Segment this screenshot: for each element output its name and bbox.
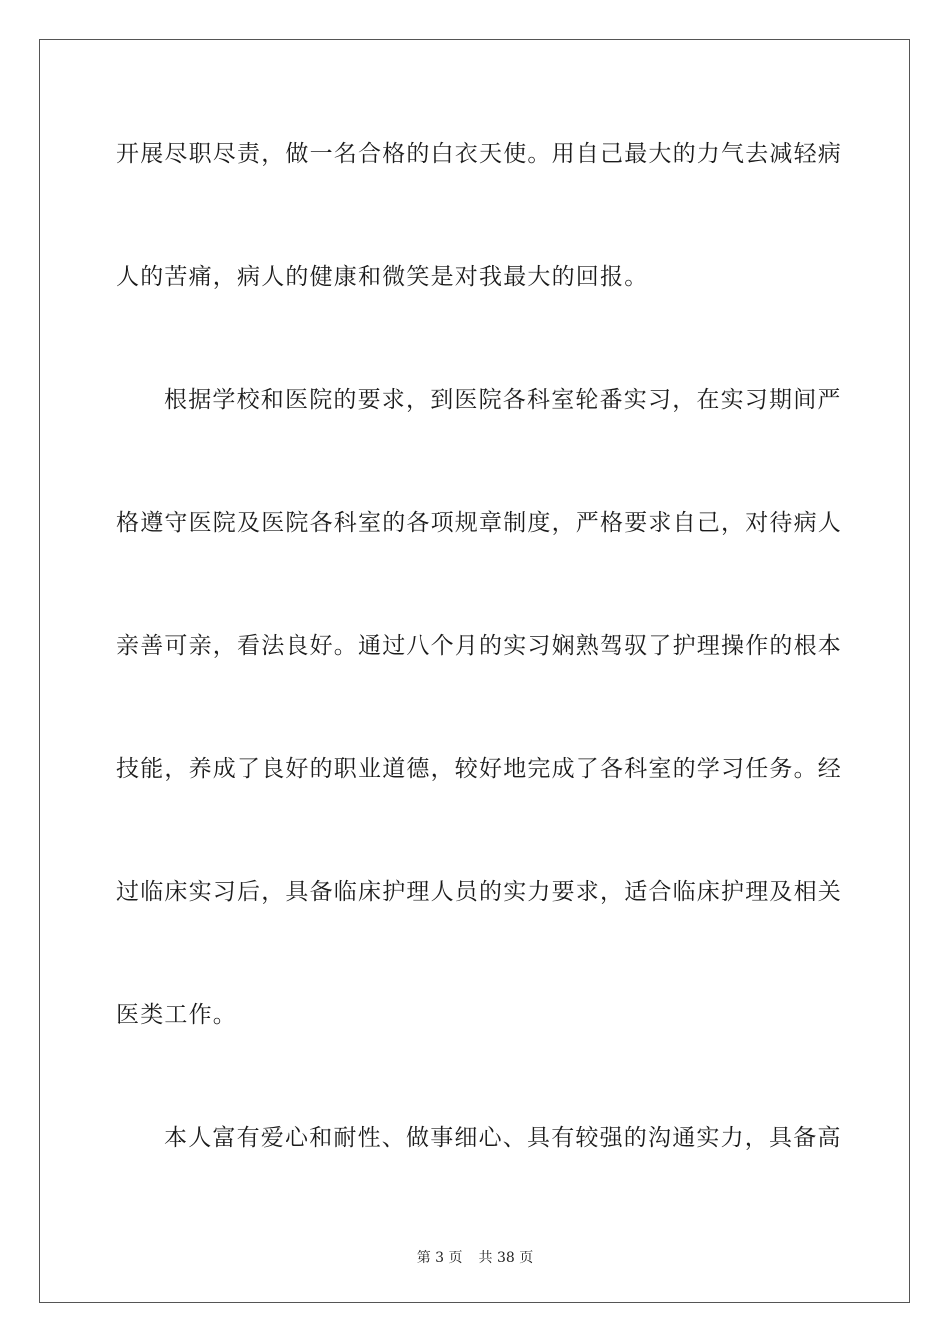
document-body xyxy=(116,128,842,1235)
text-line-5: 亲善可亲，看法良好。通过八个月的实习娴熟驾驭了护理操作的根本 xyxy=(116,633,842,659)
page-footer xyxy=(0,1248,950,1268)
text-line-2: 人的苦痛，病人的健康和微笑是对我最大的回报。 xyxy=(116,264,649,290)
text-line-6: 技能，养成了良好的职业道德，较好地完成了各科室的学习任务。经 xyxy=(116,756,842,782)
page-total: 共 38 页 xyxy=(478,1250,534,1266)
page-number: 第 3 页 xyxy=(416,1250,463,1266)
text-line-1: 开展尽职尽责，做一名合格的白衣天使。用自己最大的力气去减轻病 xyxy=(116,141,842,167)
text-line-4: 格遵守医院及医院各科室的各项规章制度，严格要求自己，对待病人 xyxy=(116,510,842,536)
text-line-8: 医类工作。 xyxy=(116,1002,237,1028)
text-line-7: 过临床实习后，具备临床护理人员的实力要求，适合临床护理及相关 xyxy=(116,879,842,905)
text-line-9: 本人富有爱心和耐性、做事细心、具有较强的沟通实力，具备高 xyxy=(164,1125,842,1151)
text-line-3: 根据学校和医院的要求，到医院各科室轮番实习，在实习期间严 xyxy=(164,387,842,413)
